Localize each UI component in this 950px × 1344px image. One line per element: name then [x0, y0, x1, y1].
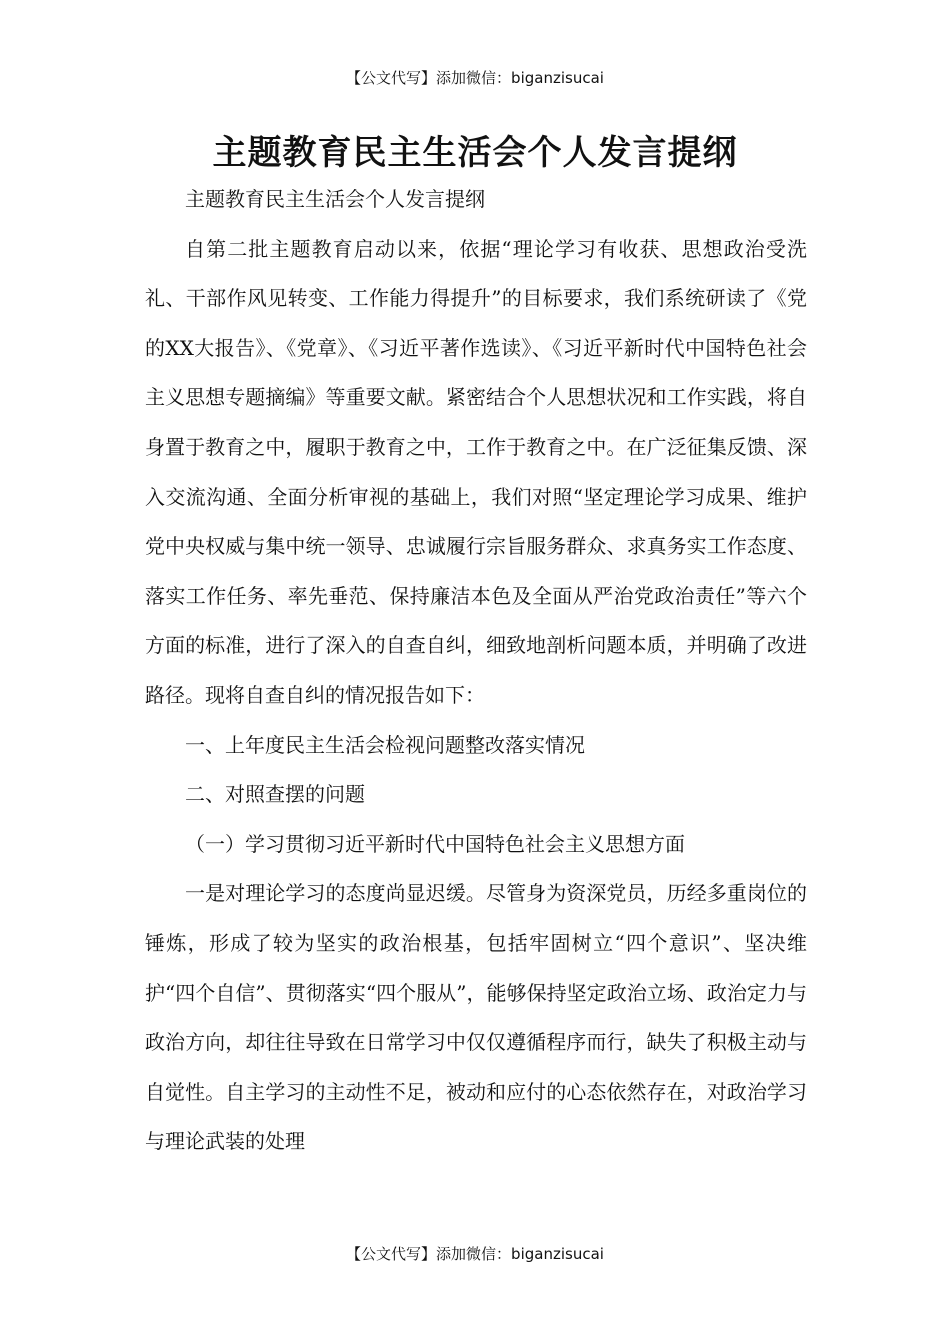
document-title: 主题教育民主生活会个人发言提纲 — [212, 133, 738, 173]
intro-paragraph: 自第二批主题教育启动以来，依据“理论学习有收获、思想政治受洗礼、干部作风见转变、工作能力得提升”的目标要求，我们系统研读了《党的XX大报告》、《党章》、《习近平著作选读》、《习近平新时代中国特色社会主义思想专题摘编》等重要文献。紧密结合个人思想状况和工作实践，将自身置于教育之中，履职于教育之中，工作于教育之中。在广泛征集反馈、深入交流沟通、全面分析审视的基础上，我们对照“坚定理论学习成果、维护党中央权威与集中统一领导、忠诚履行宗旨服务群众、求真务实工作态度、落实工作任务、率先垂范、保持廉洁本色及全面从严治党政治责任”等六个方面的标准，进行了深入的自查自纠，细致地剖析问题本质，并明确了改进路径。现将自查自纠的情况报告如下： — [145, 236, 807, 707]
body-paragraph-1: 一是对理论学习的态度尚显迟缓。尽管身为资深党员，历经多重岗位的锤炼，形成了较为坚实的政治根基，包括牢固树立“四个意识”、坚决维护“四个自信”、贯彻落实“四个服从”，能够保持坚定政治立场、政治定力与政治方向，却往往导致在日常学习中仅仅遵循程序而行，缺失了积极主动与自觉性。自主学习的主动性不足，被动和应付的心态依然存在，对政治学习与理论武装的处理 — [145, 881, 807, 1154]
page-header: 【公文代写】添加微信：biganzisucai — [346, 69, 604, 87]
section-heading-2: 二、对照查摆的问题 — [185, 782, 365, 807]
section-heading-1: 一、上年度民主生活会检视问题整改落实情况 — [185, 732, 585, 757]
subtitle-paragraph: 主题教育民主生活会个人发言提纲 — [185, 187, 485, 211]
document-body — [145, 175, 807, 1167]
page-footer: 【公文代写】添加微信：biganzisucai — [346, 1245, 604, 1263]
subsection-heading-1: （一）学习贯彻习近平新时代中国特色社会主义思想方面 — [185, 831, 685, 856]
